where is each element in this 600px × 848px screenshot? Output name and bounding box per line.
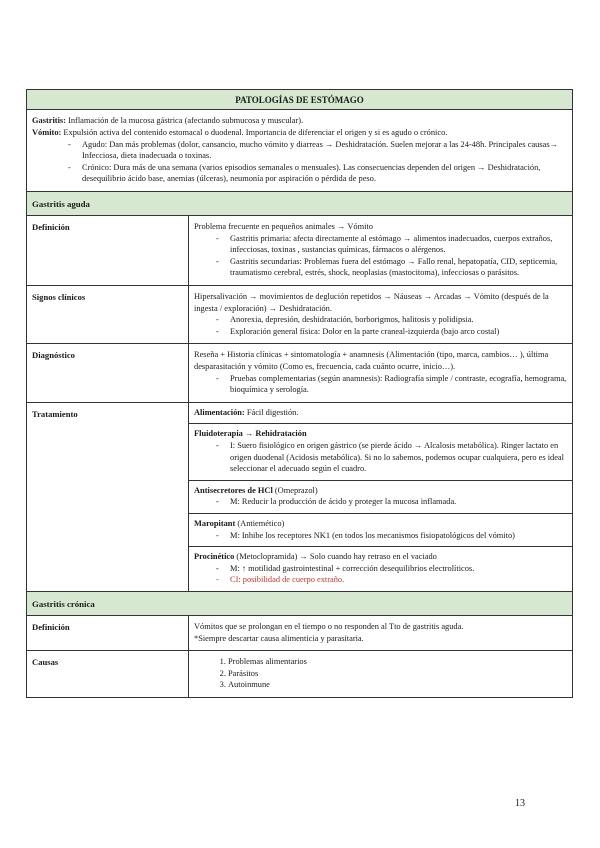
antisecretores-block: Antisecretores de HCl (Omeprazol) - M: Reducir la producción de ácido y proteger la mucosa inflamada. <box>189 481 572 514</box>
list-item: - M: Reducir la producción de ácido y proteger la mucosa inflamada. <box>230 496 567 508</box>
row-label: Diagnóstico <box>27 344 189 402</box>
row-label: Definición <box>27 616 189 651</box>
list-item: - Gastritis secundarias: Problemas fuera del estómago → Fallo renal, hepatopatía, CID, septicemia, traumatismo cerebral, estrés, shock, neoplasias (mastocitoma), infecciosas o parásitos. <box>230 256 567 279</box>
section-title-aguda: Gastritis aguda <box>27 191 573 215</box>
diagnostico-list <box>194 373 567 396</box>
row-label: Causas <box>27 651 189 698</box>
list-item: 3. Autoinmune <box>228 679 567 691</box>
intro-row <box>27 110 573 192</box>
intro-cell <box>27 110 573 192</box>
row-label: Tratamiento <box>27 402 189 591</box>
row-label: Definición <box>27 216 189 286</box>
alimentacion-block: Alimentación: Fácil digestión. <box>189 403 572 425</box>
list-item: 1. Problemas alimentarios <box>228 656 567 668</box>
table-row <box>27 344 573 402</box>
table-row <box>27 616 573 651</box>
antisecretores-list <box>194 496 567 508</box>
fluidoterapia-list <box>194 440 567 475</box>
causas-list <box>194 656 567 691</box>
signos-cell: Hipersalivación → movimientos de deglución repetidos → Náuseas → Arcadas → Vómito (después de la ingesta / exploración) → Deshidratación. - Anorexia, depresión, deshidratación, borborigmos, halitosis y polidipsia. - Exploración general física: Dolor en la parte craneal-izquierda (bajo arco costal) <box>189 286 573 344</box>
definicion-list <box>194 233 567 279</box>
contraindication-item: - CI: posibilidad de cuerpo extraño. <box>230 574 567 586</box>
definicion-cell: Problema frecuente en pequeños animales → Vómito - Gastritis primaria: afecta directamente al estómago → alimentos inadecuados, cuerpos extraños, infecciosas, toxinas , sustancias químicas, fármacos o alérgenos. - Gastritis secundarias: Problemas fuera del estómago → Fallo renal, hepatopatía, CID, septicemia, traumatismo cerebral, estrés, shock, neoplasias (mastocitoma), infecciosas o parásitos. <box>189 216 573 286</box>
table-row <box>27 402 573 591</box>
section-title-cronica: Gastritis crónica <box>27 591 573 615</box>
list-item: - Crónico: Dura más de una semana (varios episodios semanales o mensuales). Las consecuencias dependen del origen → Deshidratación, desequilibrio ácido base, anemias (úlceras), neumonía por aspiración o pérdida de peso. <box>82 162 567 185</box>
tratamiento-cell <box>189 402 573 591</box>
table-row <box>27 286 573 344</box>
list-item: - I: Suero fisiológico en origen gástrico (se pierde ácido → Alcalosis metabólica). Ringer lactato en origen duodenal (Acidosis metabólica). Si no lo sabemos, podemos ocupar cualquiera, pero es ideal seleccionar el adecuado según el cuadro. <box>230 440 567 475</box>
list-item: - Pruebas complementarias (según anamnesis): Radiografía simple / contraste, ecografía, hemograma, bioquímica y serología. <box>230 373 567 396</box>
row-label: Signos clínicos <box>27 286 189 344</box>
vomito-definition: Vómito: Expulsión activa del contenido estomacal o duodenal. Importancia de diferenciar el origen y si es agudo o crónico. <box>32 128 448 137</box>
table-row <box>27 651 573 698</box>
list-item: 2. Parásitos <box>228 668 567 680</box>
list-item: - M: ↑ motilidad gastrointestinal + corrección desequilibrios electrolíticos. <box>230 563 567 575</box>
table-row <box>27 216 573 286</box>
page-number: 13 <box>515 798 525 809</box>
maropitant-block: Maropitant (Antiemético) - M: Inhibe los receptores NK1 (en todos los mecanismos fisiopatológicos del vómito) <box>189 514 572 547</box>
fluidoterapia-block: Fluidoterapia → Rehidratación - I: Suero fisiológico en origen gástrico (se pierde ácido → Alcalosis metabólica). Ringer lactato en origen duodenal (Acidosis metabólica). Si no lo sabemos, podemos ocupar cualquiera, pero es ideal seleccionar el adecuado según el cuadro. <box>189 424 572 480</box>
list-item: - Anorexia, depresión, deshidratación, borborigmos, halitosis y polidipsia. <box>230 314 567 326</box>
section-row-aguda <box>27 191 573 215</box>
procinetico-block: Procinético (Metoclopramida) → Solo cuando hay retraso en el vaciado - M: ↑ motilidad gastrointestinal + corrección desequilibrios electrolíticos. - CI: posibilidad de cuerpo extraño. <box>189 547 572 591</box>
list-item: - Agudo: Dan más problemas (dolor, cansancio, mucho vómito y diarreas → Deshidratación. Suelen mejorar a las 24-48h. Principales causas→ Infecciosa, dieta inadecuada o toxinas. <box>82 139 567 162</box>
procinetico-list <box>194 563 567 586</box>
page-title: PATOLOGÍAS DE ESTÓMAGO <box>27 90 573 110</box>
gastritis-definition: Gastritis: Inflamación de la mucosa gástrica (afectando submucosa y muscular). <box>32 116 304 126</box>
list-item: - Exploración general física: Dolor en la parte craneal-izquierda (bajo arco costal) <box>230 326 567 338</box>
maropitant-list <box>194 530 567 542</box>
list-item: - M: Inhibe los receptores NK1 (en todos los mecanismos fisiopatológicos del vómito) <box>230 530 567 542</box>
diagnostico-cell: Reseña + Historia clínicas + sintomatología + anamnesis (Alimentación (tipo, marca, cambios… ), última desparasitación y vómito (Como es, frecuencia, cada cuánto ocurre, inicio…). - Pruebas complementarias (según anamnesis): Radiografía simple / contraste, ecografía, hemograma, bioquímica y serología. <box>189 344 573 402</box>
section-row-cronica <box>27 591 573 615</box>
title-row <box>27 90 573 110</box>
list-item: - Gastritis primaria: afecta directamente al estómago → alimentos inadecuados, cuerpos extraños, infecciosas, toxinas , sustancias químicas, fármacos o alérgenos. <box>230 233 567 256</box>
signos-list <box>194 314 567 337</box>
intro-list <box>32 139 567 185</box>
pathology-table <box>26 89 573 698</box>
cronica-definicion-cell: Vómitos que se prolongan en el tiempo o no responden al Tto de gastritis aguda. *Siempre descartar causa alimenticia y parasitaria. <box>189 616 573 651</box>
causas-cell <box>189 651 573 698</box>
